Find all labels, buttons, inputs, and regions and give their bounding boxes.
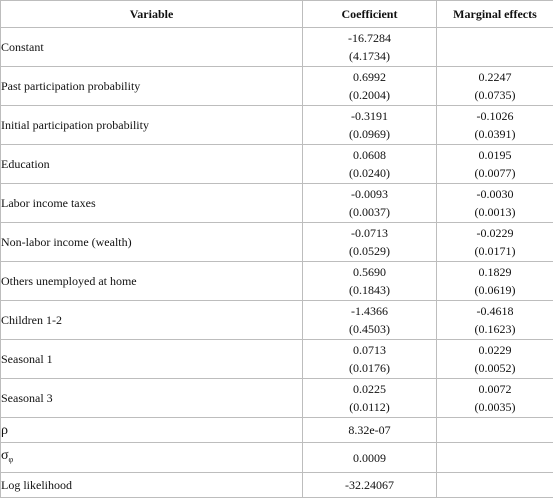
log-likelihood-label: Log likelihood [1, 473, 303, 498]
table-row [1, 67, 553, 106]
coefficient-cell [303, 379, 437, 418]
marginal-cell [437, 145, 553, 184]
table-row [1, 106, 553, 145]
coefficient-value: -0.0713 [351, 226, 388, 240]
coefficient-se: (0.0037) [349, 205, 390, 219]
coefficient-se: (0.0176) [349, 361, 390, 375]
header-row [1, 1, 553, 28]
coefficient-value: -16.7284 [348, 31, 391, 45]
marginal-value: 0.0072 [478, 382, 512, 396]
marginal-value: 0.1829 [478, 265, 512, 279]
variable-name: Seasonal 1 [1, 340, 303, 379]
variable-name: Children 1-2 [1, 301, 303, 340]
coefficient-value: 0.0225 [353, 382, 386, 396]
variable-name: Initial participation probability [1, 106, 303, 145]
table-row-log-likelihood [1, 473, 553, 498]
table-row [1, 301, 553, 340]
sigma-coefficient: 0.0009 [303, 443, 437, 473]
coefficient-cell [303, 184, 437, 223]
table-row [1, 262, 553, 301]
marginal-se: (0.0013) [474, 205, 516, 219]
coefficient-se: (4.1734) [349, 49, 390, 63]
rho-label [1, 418, 303, 443]
coefficient-cell [303, 262, 437, 301]
marginal-cell [437, 184, 553, 223]
variable-name: Education [1, 145, 303, 184]
coefficient-value: 0.0608 [353, 148, 386, 162]
variable-name: Seasonal 3 [1, 379, 303, 418]
coefficient-value: -0.3191 [351, 109, 388, 123]
table-row [1, 379, 553, 418]
log-likelihood-coefficient: -32.24067 [303, 473, 437, 498]
coefficient-value: -1.4366 [351, 304, 388, 318]
coefficient-se: (0.0529) [349, 244, 390, 258]
coefficient-cell [303, 106, 437, 145]
coefficient-se: (0.0112) [349, 400, 390, 414]
marginal-cell [437, 106, 553, 145]
header-marginal-effects: Marginal effects [437, 1, 553, 28]
coefficient-se: (0.1843) [349, 283, 390, 297]
marginal-cell [437, 67, 553, 106]
sigma-label [1, 443, 303, 473]
coefficient-value: -0.0093 [351, 187, 388, 201]
marginal-cell [437, 340, 553, 379]
marginal-se: (0.0052) [474, 361, 516, 375]
sigma-subscript: φ [8, 455, 14, 464]
coefficient-se: (0.0969) [349, 127, 390, 141]
coefficient-cell [303, 67, 437, 106]
coefficient-se: (0.2004) [349, 88, 390, 102]
marginal-se: (0.0035) [474, 400, 516, 414]
coefficient-value: 0.6992 [353, 70, 386, 84]
variable-name: Non-labor income (wealth) [1, 223, 303, 262]
marginal-value: 0.0195 [478, 148, 512, 162]
marginal-se: (0.0391) [474, 127, 516, 141]
marginal-cell [437, 223, 553, 262]
sigma-symbol: σ [1, 448, 9, 463]
coefficient-cell [303, 28, 437, 67]
marginal-se: (0.0171) [474, 244, 516, 258]
rho-coefficient: 8.32e-07 [303, 418, 437, 443]
header-variable: Variable [1, 1, 303, 28]
log-likelihood-marginal [437, 473, 553, 498]
table-row [1, 223, 553, 262]
sigma-marginal [437, 443, 553, 473]
coefficient-cell [303, 301, 437, 340]
coefficient-value: 0.5690 [353, 265, 386, 279]
marginal-cell [437, 28, 553, 67]
table-row [1, 184, 553, 223]
rho-marginal [437, 418, 553, 443]
marginal-cell [437, 379, 553, 418]
marginal-value: -0.0229 [476, 226, 514, 240]
marginal-se: (0.0735) [474, 88, 516, 102]
marginal-cell [437, 262, 553, 301]
variable-name: Others unemployed at home [1, 262, 303, 301]
marginal-value: -0.1026 [476, 109, 514, 123]
marginal-se: (0.0077) [474, 166, 516, 180]
marginal-se: (0.0619) [474, 283, 516, 297]
rho-symbol: ρ [1, 422, 8, 438]
variable-name: Constant [1, 28, 303, 67]
header-coefficient: Coefficient [303, 1, 437, 28]
marginal-value: 0.0229 [478, 343, 512, 357]
coefficient-se: (0.0240) [349, 166, 390, 180]
table-row-sigma [1, 443, 553, 473]
marginal-value: -0.0030 [476, 187, 514, 201]
coefficient-cell [303, 340, 437, 379]
variable-name: Past participation probability [1, 67, 303, 106]
marginal-cell [437, 301, 553, 340]
marginal-value: -0.4618 [476, 304, 514, 318]
variable-name: Labor income taxes [1, 184, 303, 223]
table-row-rho [1, 418, 553, 443]
coefficient-cell [303, 223, 437, 262]
table-row [1, 340, 553, 379]
coefficient-value: 0.0713 [353, 343, 386, 357]
table-row [1, 145, 553, 184]
marginal-value: 0.2247 [478, 70, 512, 84]
table-row [1, 28, 553, 67]
coefficient-se: (0.4503) [349, 322, 390, 336]
marginal-se: (0.1623) [474, 322, 516, 336]
coefficient-cell [303, 145, 437, 184]
